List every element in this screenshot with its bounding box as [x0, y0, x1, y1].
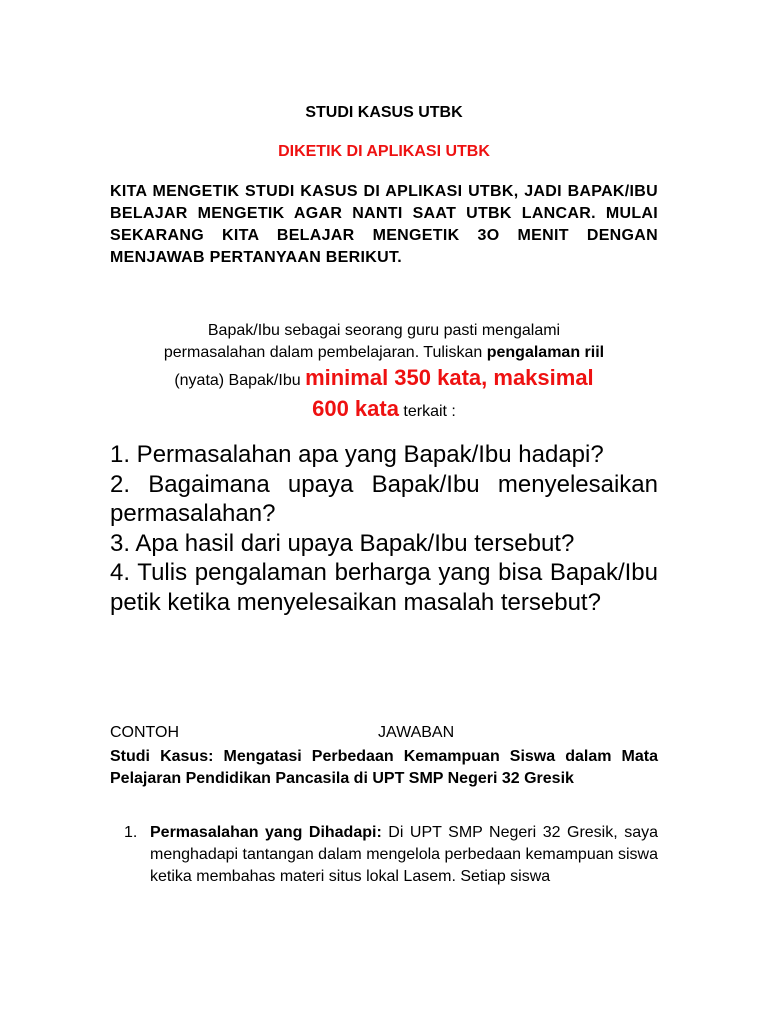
answer-label: JAWABAN — [378, 724, 455, 741]
example-label: CONTOH — [110, 724, 180, 741]
answer-text: Di UPT SMP Negeri 32 Gresik, saya menghadapi tantangan dalam mengelola perbedaan kemampuan siswa ketika membahas materi situs lokal Lasem. Setiap siswa — [150, 824, 658, 885]
document-subtitle: DIKETIK DI APLIKASI UTBK — [278, 143, 490, 160]
intro-paragraph: KITA MENGETIK STUDI KASUS DI APLIKASI UTBK, JADI BAPAK/IBU BELAJAR MENGETIK AGAR NANTI SAAT UTBK LANCAR. MULAI SEKARANG KITA BELAJAR MENGETIK 3O MENIT DENGAN MENJAWAB PERTANYAAN BERIKUT. — [110, 183, 658, 266]
question-item: 4. Tulis pengalaman berharga yang bisa Bapak/Ibu petik ketika menyelesaikan masalah tersebut? — [110, 559, 658, 616]
instruction-paragraph — [110, 320, 658, 426]
instruction-line-2-text: permasalahan dalam pembelajaran. Tuliskan — [163, 344, 487, 361]
instruction-line-3 — [110, 364, 658, 395]
word-count-max: 600 kata — [312, 396, 399, 421]
document-title: STUDI KASUS UTBK — [305, 104, 463, 121]
instruction-line-2 — [110, 342, 658, 364]
case-study-title: Studi Kasus: Mengatasi Perbedaan Kemampuan Siswa dalam Mata Pelajaran Pendidikan Pancasila di UPT SMP Negeri 32 Gresik — [110, 748, 658, 787]
question-list — [110, 440, 658, 617]
instruction-line-4 — [110, 395, 658, 426]
instruction-line-3-text: (nyata) Bapak/Ibu — [174, 372, 306, 389]
answer-label-bold: Permasalahan yang Dihadapi: — [150, 824, 382, 841]
answer-list-item — [124, 822, 658, 888]
question-item: 1. Permasalahan apa yang Bapak/Ibu hadapi? — [110, 441, 604, 468]
instruction-line-4-text: terkait : — [398, 403, 456, 420]
instruction-line-1: Bapak/Ibu sebagai seorang guru pasti mengalami — [207, 322, 561, 339]
question-item: 3. Apa hasil dari upaya Bapak/Ibu tersebut? — [110, 529, 575, 557]
question-item: 2. Bagaimana upaya Bapak/Ibu menyelesaikan permasalahan? — [110, 470, 658, 527]
answer-number: 1. — [124, 824, 138, 841]
instruction-emphasis: pengalaman riil — [486, 344, 605, 361]
word-count-requirement: minimal 350 kata, maksimal — [305, 365, 594, 390]
